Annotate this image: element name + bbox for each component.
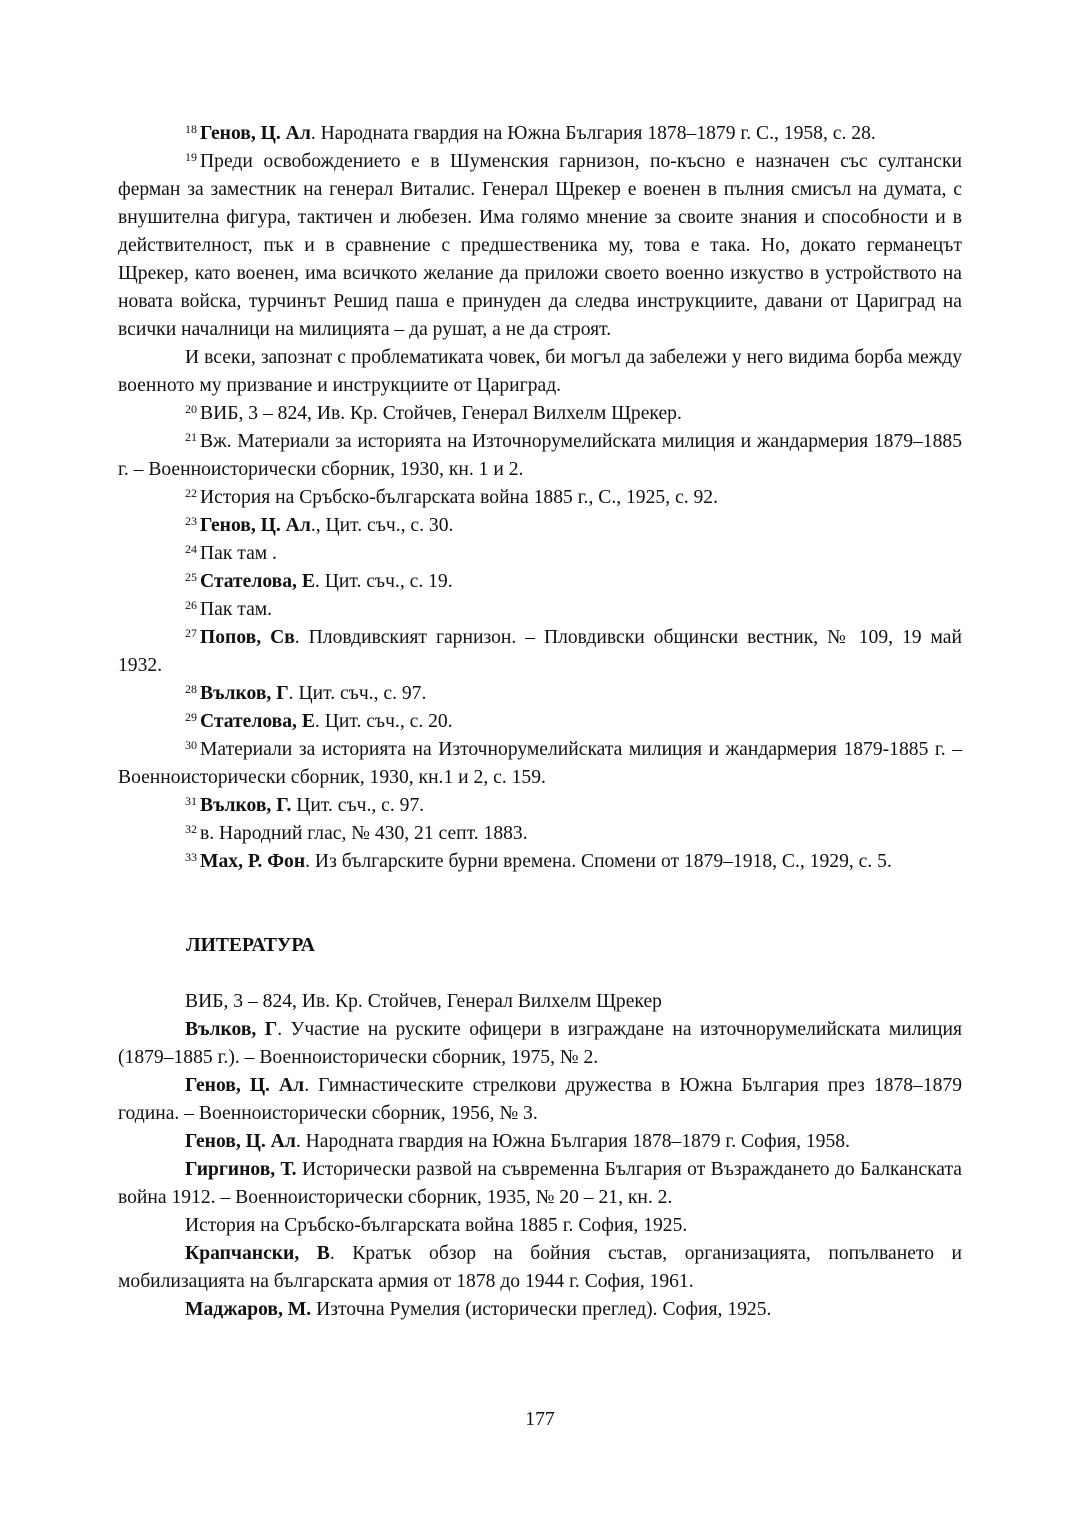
footnote — [118, 512, 962, 540]
footnote-number: 22 — [185, 486, 197, 500]
footnotes-list — [118, 120, 962, 876]
literature-entry — [118, 1156, 962, 1212]
footnote-text: История на Сръбско-българската война 1885 г., С., 1925, с. 92. — [200, 487, 718, 508]
author-name: Стателова, Е — [200, 571, 315, 592]
spacer — [118, 960, 962, 988]
footnote-number: 32 — [185, 822, 197, 836]
footnote-text: ., Цит. съч., с. 30. — [310, 515, 454, 536]
footnote-text: . Цит. съч., с. 19. — [314, 571, 453, 592]
footnote-text: Преди освобождението е в Шуменския гарнизон, по-късно е назначен със султански ферман за заместник на генерал Виталис. Генерал Щрекер е военен в пълния смисъл на думата, с внушителна фигура, тактичен и любезен. Има голямо мнение за своите знания и способности и в действителност, пък и в сравнение с предшественика му, това е така. Но, докато германецът Щрекер, като военен, има всичкото желание да приложи своето военно изкуство в устройството на новата войска, турчинът Решид паша е принуден да следва инструкциите, давани от Цариград на всички началници на милицията – да рушат, а не да строят. — [118, 151, 962, 340]
entry-text: . Гимнастическите стрелкови дружества в Южна България през 1878–1879 година. – Военноисторически сборник, 1956, № 3. — [118, 1075, 963, 1124]
footnote-continuation — [118, 344, 962, 400]
literature-entry — [118, 988, 962, 1016]
footnote-text: . Народната гвардия на Южна България 1878–1879 г. С., 1958, с. 28. — [310, 123, 876, 144]
footnote-text: Пак там . — [200, 543, 277, 564]
author-name: Вълков, Г. — [200, 795, 292, 816]
footnote-number: 18 — [185, 122, 197, 136]
author-name: Попов, Св — [200, 627, 295, 648]
footnote-number: 26 — [185, 598, 197, 612]
author-name: Генов, Ц. Ал — [185, 1075, 305, 1096]
literature-entry — [118, 1240, 962, 1296]
literature-entry — [118, 1128, 962, 1156]
footnote-number: 31 — [185, 794, 197, 808]
footnote — [118, 428, 962, 484]
spacer — [118, 876, 962, 904]
footnote-number: 29 — [185, 710, 197, 724]
footnote — [118, 708, 962, 736]
footnote-number: 28 — [185, 682, 197, 696]
footnote-text: в. Народний глас, № 430, 21 септ. 1883. — [200, 823, 528, 844]
literature-list — [118, 988, 962, 1324]
author-name: Генов, Ц. Ал — [185, 1131, 296, 1152]
footnote-text: . Цит. съч., с. 20. — [314, 711, 453, 732]
footnote-number: 24 — [185, 542, 197, 556]
footnote-text: ВИБ, 3 – 824, Ив. Кр. Стойчев, Генерал Вилхелм Щрекер. — [200, 403, 682, 424]
footnote — [118, 540, 962, 568]
footnote — [118, 120, 962, 148]
entry-text: . Участие на руските офицери в изграждане на източнорумелийската милиция (1879–1885 г.). – Военноисторически сборник, 1975, № 2. — [118, 1019, 963, 1068]
author-name: Гиргинов, Т. — [185, 1159, 297, 1180]
footnote — [118, 820, 962, 848]
footnote-number: 23 — [185, 514, 197, 528]
footnote — [118, 400, 962, 428]
footnote-text: . Цит. съч., с. 97. — [288, 683, 427, 704]
footnote-number: 30 — [185, 738, 197, 752]
literature-entry — [118, 1016, 962, 1072]
footnote-text: Вж. Материали за историята на Източнорумелийската милиция и жандармерия 1879–1885 г. – Военноисторически сборник, 1930, кн. 1 и 2. — [118, 431, 962, 480]
footnote-number: 19 — [185, 150, 197, 164]
footnote-text: И всеки, запознат с проблематиката човек, би могъл да забележи у него видима борба между военното му призвание и инструкциите от Цариград. — [118, 347, 962, 396]
author-name: Генов, Ц. Ал — [200, 515, 311, 536]
entry-text: Източна Румелия (исторически преглед). София, 1925. — [311, 1299, 772, 1320]
literature-entry — [118, 1072, 962, 1128]
author-name: Вълков, Г — [200, 683, 289, 704]
entry-text: . Народната гвардия на Южна България 1878–1879 г. София, 1958. — [295, 1131, 850, 1152]
author-name: Вълков, Г — [185, 1019, 278, 1040]
page-content — [118, 120, 962, 1324]
footnote — [118, 848, 962, 876]
author-name: Мах, Р. Фон — [200, 851, 306, 872]
footnote — [118, 148, 962, 344]
footnote — [118, 484, 962, 512]
entry-text: История на Сръбско-българската война 1885 г. София, 1925. — [185, 1215, 688, 1236]
author-name: Маджаров, М. — [185, 1299, 312, 1320]
footnote-number: 27 — [185, 626, 197, 640]
footnote-text: Цит. съч., с. 97. — [291, 795, 425, 816]
footnote-text: Материали за историята на Източнорумелийската милиция и жандармерия 1879-1885 г. – Военноисторически сборник, 1930, кн.1 и 2, с. 159. — [118, 739, 962, 788]
page-number: 177 — [525, 1409, 555, 1430]
footnote-text: Пак там. — [200, 599, 273, 620]
footnote — [118, 736, 962, 792]
section-heading: ЛИТЕРАТУРА — [186, 935, 315, 956]
footnote — [118, 624, 962, 680]
footnote — [118, 792, 962, 820]
footnote-number: 25 — [185, 570, 197, 584]
footnote-text: . Пловдивският гарнизон. – Пловдивски общински вестник, № 109, 19 май 1932. — [118, 627, 962, 676]
literature-entry — [118, 1212, 962, 1240]
author-name: Стателова, Е — [200, 711, 315, 732]
author-name: Генов, Ц. Ал — [200, 123, 311, 144]
author-name: Крапчански, В — [185, 1243, 330, 1264]
entry-text: . Кратък обзор на бойния състав, организацията, попълването и мобилизацията на българската армия от 1878 до 1944 г. София, 1961. — [118, 1243, 962, 1292]
entry-text: Исторически развой на съвременна България от Възраждането до Балканската война 1912. – Военноисторически сборник, 1935, № 20 – 21, кн. 2. — [118, 1159, 962, 1208]
footnote-number: 21 — [185, 430, 197, 444]
footnote-text: . Из българските бурни времена. Спомени от 1879–1918, С., 1929, с. 5. — [305, 851, 892, 872]
footnote — [118, 680, 962, 708]
footnote-number: 33 — [185, 850, 197, 864]
footnote — [118, 596, 962, 624]
entry-text: ВИБ, 3 – 824, Ив. Кр. Стойчев, Генерал Вилхелм Щрекер — [185, 991, 662, 1012]
spacer — [118, 904, 962, 932]
footnote-number: 20 — [185, 402, 197, 416]
literature-entry — [118, 1296, 962, 1324]
footnote — [118, 568, 962, 596]
